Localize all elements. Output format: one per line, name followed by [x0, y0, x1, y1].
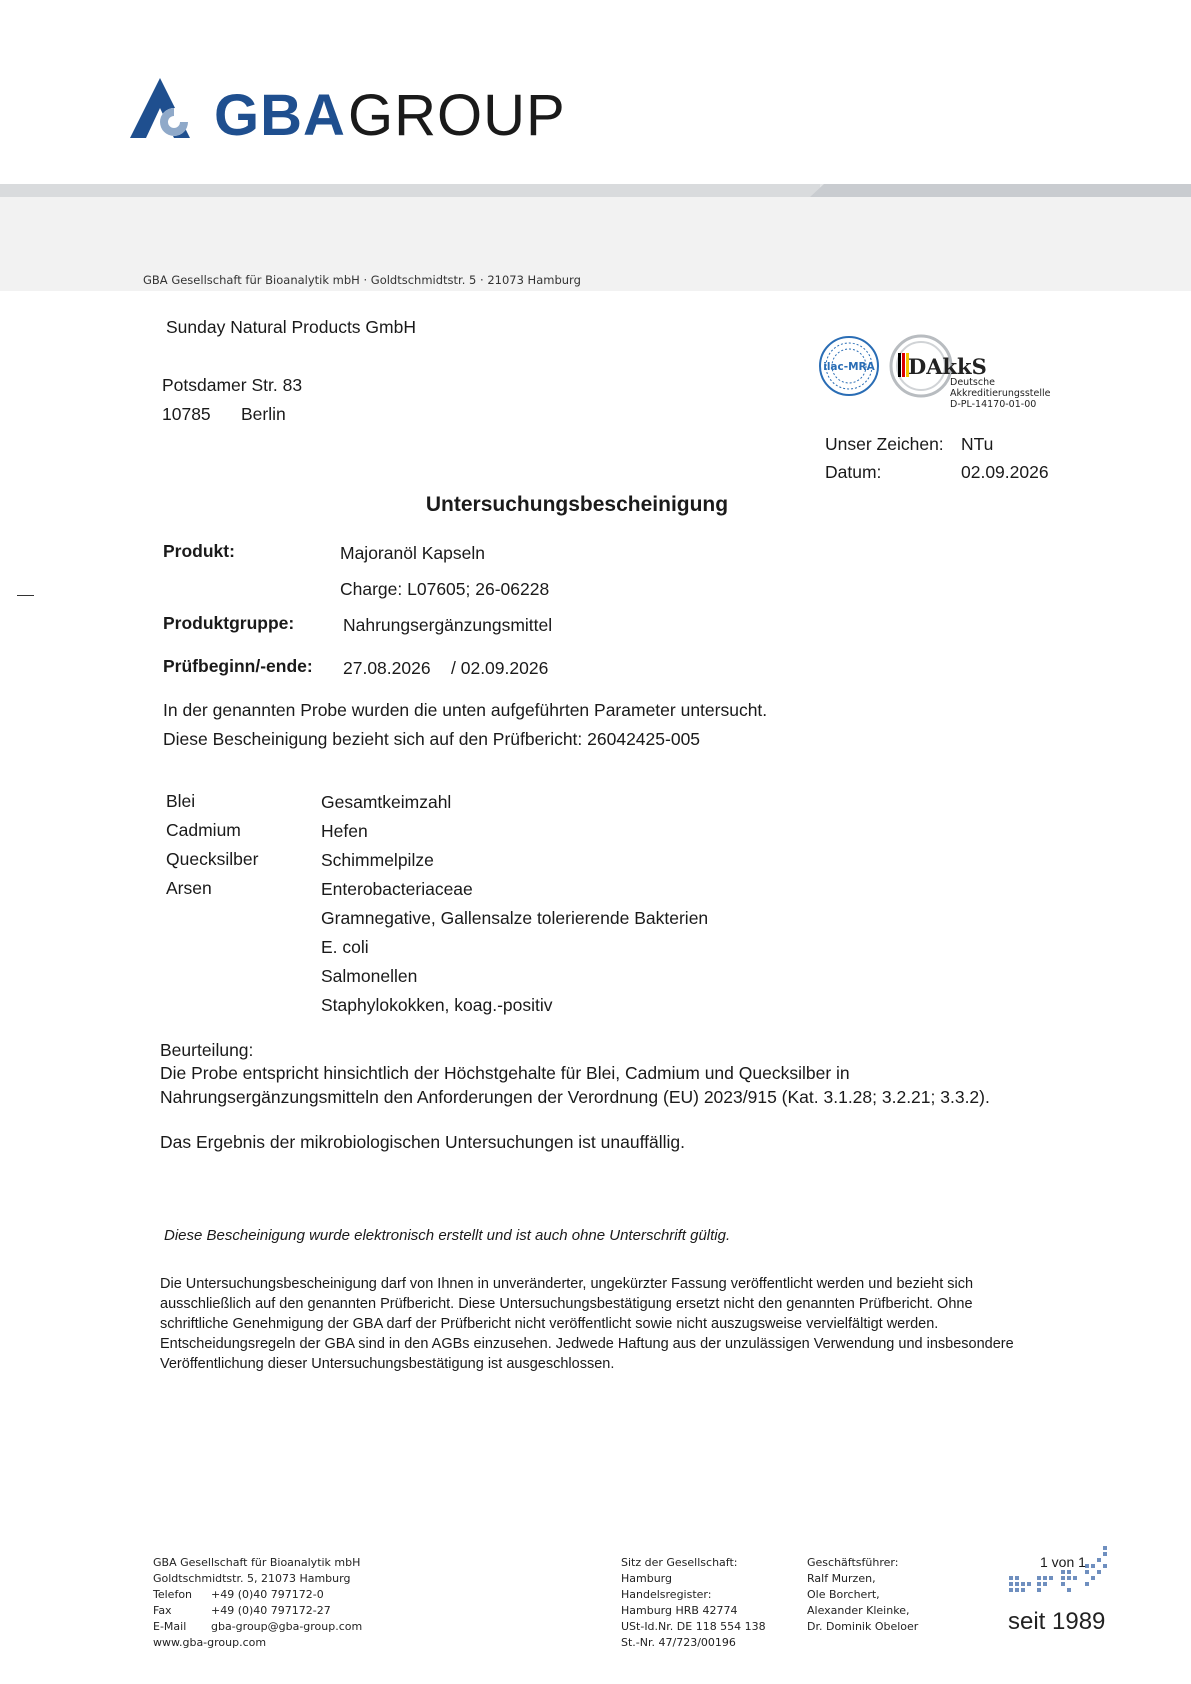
recipient-street: Potsdamer Str. 83 [162, 375, 303, 395]
parameter-item: Arsen [166, 878, 212, 898]
footer-fax: +49 (0)40 797172-27 [211, 1604, 331, 1617]
footer-tel: +49 (0)40 797172-0 [211, 1588, 324, 1601]
footer-company-name: GBA Gesellschaft für Bioanalytik mbH [153, 1556, 361, 1569]
date-value: 02.09.2026 [961, 462, 1049, 482]
parameter-item: Quecksilber [166, 849, 259, 869]
parameter-item: Schimmelpilze [321, 850, 434, 870]
assessment-line-1: Die Probe entspricht hinsichtlich der Höchstgehalte für Blei, Cadmium und Quecksilber in [160, 1063, 850, 1083]
test-period-label: Prüfbeginn/-ende: [163, 656, 313, 676]
dakks-line1: Deutsche [950, 377, 995, 388]
product-label: Produkt: [163, 541, 235, 561]
parameter-item: E. coli [321, 937, 369, 957]
footer-register: Hamburg HRB 42774 [621, 1604, 738, 1617]
gba-logo-icon [130, 78, 210, 140]
logo-brand-bold: GBA [214, 83, 346, 148]
ilac-text: ilac-MRA [823, 361, 875, 373]
product-group-value: Nahrungsergänzungsmittel [343, 615, 553, 635]
footer-mail-label: E-Mail [153, 1620, 187, 1633]
footer-vat: USt-Id.Nr. DE 118 554 138 [621, 1620, 766, 1633]
batch-value: Charge: L07605; 26-06228 [340, 579, 550, 599]
recipient-company: Sunday Natural Products GmbH [166, 317, 416, 337]
assessment-line-2: Nahrungsergänzungsmitteln den Anforderungen der Verordnung (EU) 2023/915 (Kat. 3.1.28; 3.2.21; 3.3.2). [160, 1087, 990, 1107]
disclaimer-line: Veröffentlichung dieser Untersuchungsbestätigung ist ausgeschlossen. [160, 1356, 615, 1372]
logo-brand-light: GROUP [348, 83, 566, 148]
reference-label: Unser Zeichen: [825, 434, 944, 454]
parameter-item: Hefen [321, 821, 368, 841]
parameter-item: Gesamtkeimzahl [321, 792, 452, 812]
sender-line: GBA Gesellschaft für Bioanalytik mbH · Goldtschmidtstr. 5 · 21073 Hamburg [143, 273, 581, 287]
ilac-mra-icon [818, 335, 880, 397]
disclaimer-line: Die Untersuchungsbescheinigung darf von Ihnen in unveränderter, ungekürzter Fassung veröffentlicht werden und bezieht sich [160, 1276, 974, 1292]
disclaimer-line: ausschließlich auf den genannten Prüfbericht. Diese Untersuchungsbestätigung ersetzt nicht den genannten Prüfbericht. Ohne [160, 1296, 973, 1312]
since-text: seit 1989 [1008, 1608, 1106, 1635]
recipient-postcode: 10785 [162, 404, 211, 424]
intro-line-1: In der genannten Probe wurden die unten aufgeführten Parameter untersucht. [163, 700, 768, 720]
footer-web: www.gba-group.com [153, 1636, 267, 1649]
footer-seat: Hamburg [621, 1572, 672, 1585]
parameter-item: Staphylokokken, koag.-positiv [321, 995, 553, 1015]
footer-seat-label: Sitz der Gesellschaft: [621, 1556, 738, 1569]
parameter-item: Blei [166, 791, 196, 811]
footer-mail: gba-group@gba-group.com [211, 1620, 363, 1633]
footer-manager: Alexander Kleinke, [807, 1604, 910, 1617]
footer-fax-label: Fax [153, 1604, 172, 1617]
page-count: 1 von 1 [1040, 1554, 1086, 1570]
parameter-item: Gramnegative, Gallensalze tolerierende Bakterien [321, 908, 709, 928]
footer-manager: Ralf Murzen, [807, 1572, 876, 1585]
assessment-heading: Beurteilung: [160, 1040, 254, 1060]
footer-address: Goldtschmidtstr. 5, 21073 Hamburg [153, 1572, 351, 1585]
reference-value: NTu [961, 434, 994, 454]
product-value: Majoranöl Kapseln [340, 543, 485, 563]
disclaimer-line: Entscheidungsregeln der GBA sind in den AGBs einzusehen. Jedwede Haftung aus der unzulässigen Verwendung und insbesondere [160, 1336, 1014, 1352]
dakks-line2: Akkreditierungsstelle [950, 388, 1051, 399]
footer-manager: Ole Borchert, [807, 1588, 880, 1601]
test-end: / 02.09.2026 [451, 658, 549, 678]
intro-line-2: Diese Bescheinigung bezieht sich auf den Prüfbericht: 26042425-005 [163, 729, 701, 749]
dot-graphic-icon [1005, 1542, 1113, 1606]
parameter-item: Cadmium [166, 820, 241, 840]
footer-tel-label: Telefon [153, 1588, 193, 1601]
header-band-stripe [0, 184, 820, 197]
micro-result: Das Ergebnis der mikrobiologischen Untersuchungen ist unauffällig. [160, 1132, 685, 1152]
footer-register-label: Handelsregister: [621, 1588, 712, 1601]
document-title: Untersuchungsbescheinigung [425, 493, 729, 516]
footer-tax: St.-Nr. 47/723/00196 [621, 1636, 736, 1649]
dakks-wordmark: DAkkS [908, 354, 987, 379]
parameter-item: Enterobacteriaceae [321, 879, 473, 899]
header-band-accent [810, 184, 1191, 197]
parameter-item: Salmonellen [321, 966, 418, 986]
date-label: Datum: [825, 462, 882, 482]
recipient-city: Berlin [241, 404, 286, 424]
footer-management-label: Geschäftsführer: [807, 1556, 899, 1569]
test-start: 27.08.2026 [343, 658, 431, 678]
dakks-line3: D-PL-14170-01-00 [950, 399, 1037, 410]
electronic-note: Diese Bescheinigung wurde elektronisch erstellt und ist auch ohne Unterschrift gültig. [164, 1227, 731, 1244]
footer-manager: Dr. Dominik Obeloer [807, 1620, 919, 1633]
fold-mark [17, 595, 34, 596]
disclaimer-line: schriftliche Genehmigung der GBA darf der Prüfbericht nicht veröffentlicht sowie nicht auszugsweise vervielfältigt werden. [160, 1316, 939, 1332]
product-group-label: Produktgruppe: [163, 613, 295, 633]
